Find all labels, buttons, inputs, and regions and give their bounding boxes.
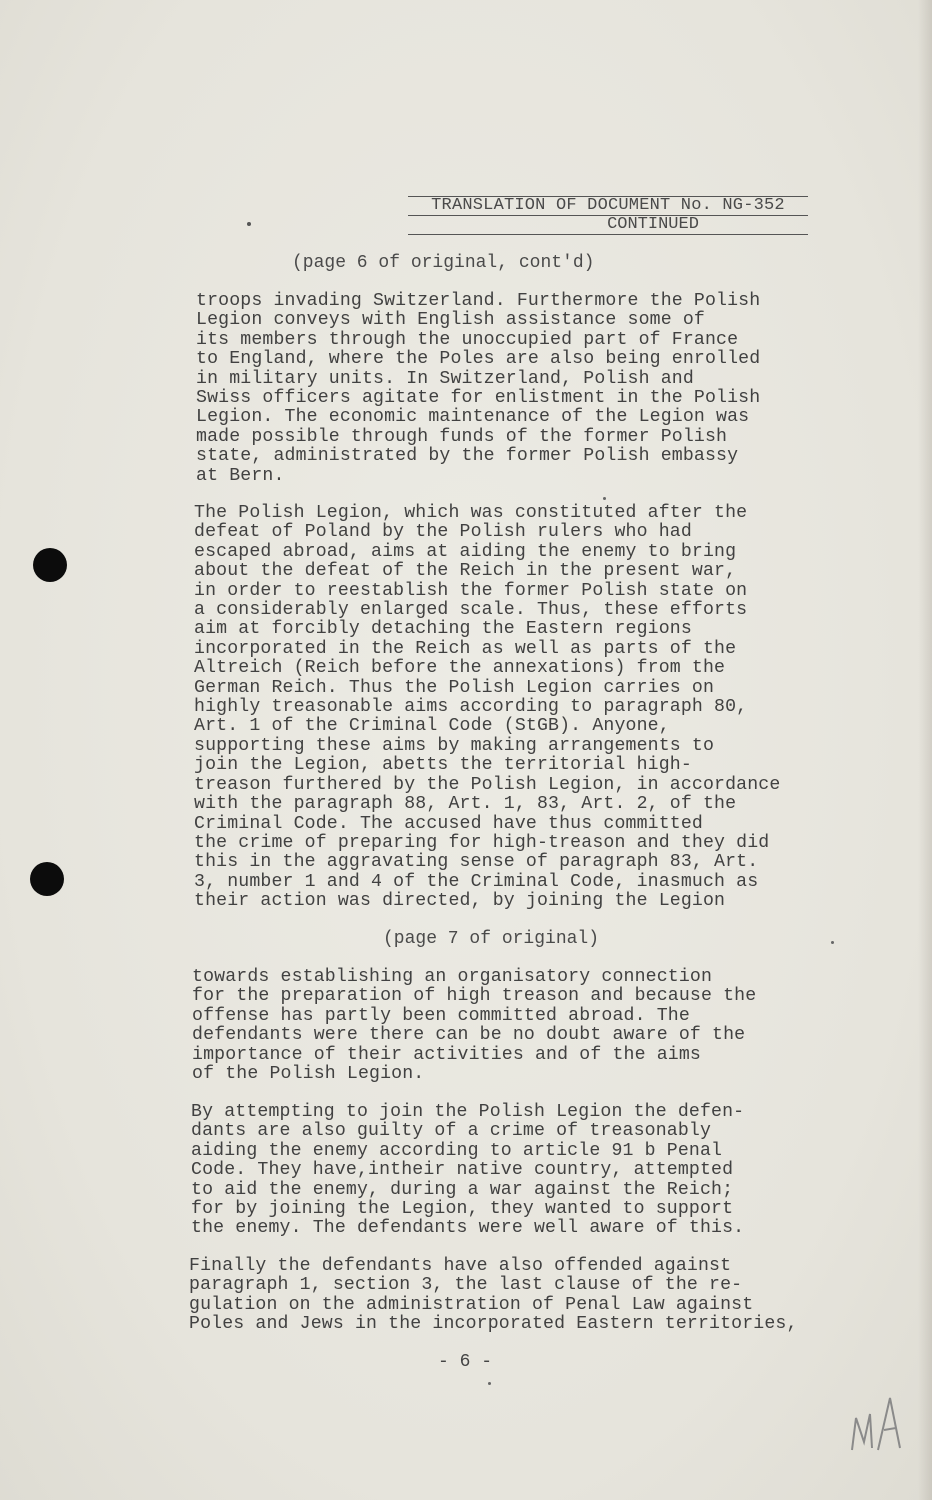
- handwritten-initials: [846, 1390, 912, 1462]
- page-number: - 6 -: [438, 1352, 493, 1372]
- punch-hole-lower: [30, 862, 64, 896]
- ink-speck: [831, 941, 834, 944]
- paragraph-organisatory-connection: towards establishing an organisatory connection for the preparation of high treason and because the offense has partly been committed abroad. The defendants were there can be no doubt aware of the importance of their activities and of the aims of the Polish Legion.: [192, 967, 757, 1085]
- page-edge-shadow: [918, 0, 932, 1500]
- paragraph-troops: troops invading Switzerland. Furthermore the Polish Legion conveys with English assistance some of its members through the unoccupied part of France to England, where the Poles are also being enrolled in military units. In Switzerland, Polish and Swiss officers agitate for enlistment in the Polish Legion. The economic maintenance of the Legion was made possible through funds of the former Polish state, administrated by the former Polish embassy at Bern.: [196, 291, 761, 486]
- ink-speck: [603, 497, 606, 500]
- ink-speck: [488, 1382, 491, 1385]
- paragraph-penal-law: Finally the defendants have also offended against paragraph 1, section 3, the last clause of the re- gulation on the administration of Penal Law against Poles and Jews in the incorporated Eastern territories,: [189, 1256, 798, 1335]
- page-note-7: (page 7 of original): [383, 929, 600, 949]
- paragraph-aiding-enemy: By attempting to join the Polish Legion the defen- dants are also guilty of a crime of treasonably aiding the enemy according to article 91 b Penal Code. They have,intheir native country, attempted to aid the enemy, during a war against the Reich; for by joining the Legion, they wanted to support the enemy. The defendants were well aware of this.: [191, 1102, 745, 1239]
- paragraph-polish-legion: The Polish Legion, which was constituted after the defeat of Poland by the Polish rulers who had escaped abroad, aims at aiding the enemy to bring about the defeat of the Reich in the present war, in order to reestablish the former Polish state on a considerably enlarged scale. Thus, these efforts aim at forcibly detaching the Eastern regions incorporated in the Reich as well as parts of the Altreich (Reich before the annexations) from the German Reich. Thus the Polish Legion carries on highly treasonable aims according to paragraph 80, Art. 1 of the Criminal Code (StGB). Anyone, supporting these aims by making arrangements to join the Legion, abetts the territorial high- treason furthered by the Polish Legion, in accordance with the paragraph 88, Art. 1, 83, Art. 2, of the Criminal Code. The accused have thus committed the crime of preparing for high-treason and they did this in the aggravating sense of paragraph 83, Art. 3, number 1 and 4 of the Criminal Code, inasmuch as their action was directed, by joining the Legion: [194, 503, 781, 912]
- punch-hole-upper: [33, 548, 67, 582]
- page-note-6: (page 6 of original, cont'd): [292, 253, 595, 273]
- stray-mark: [247, 222, 251, 226]
- document-header: [408, 196, 808, 235]
- header-subtitle: CONTINUED: [408, 216, 808, 235]
- header-title: TRANSLATION OF DOCUMENT No. NG-352: [408, 196, 808, 216]
